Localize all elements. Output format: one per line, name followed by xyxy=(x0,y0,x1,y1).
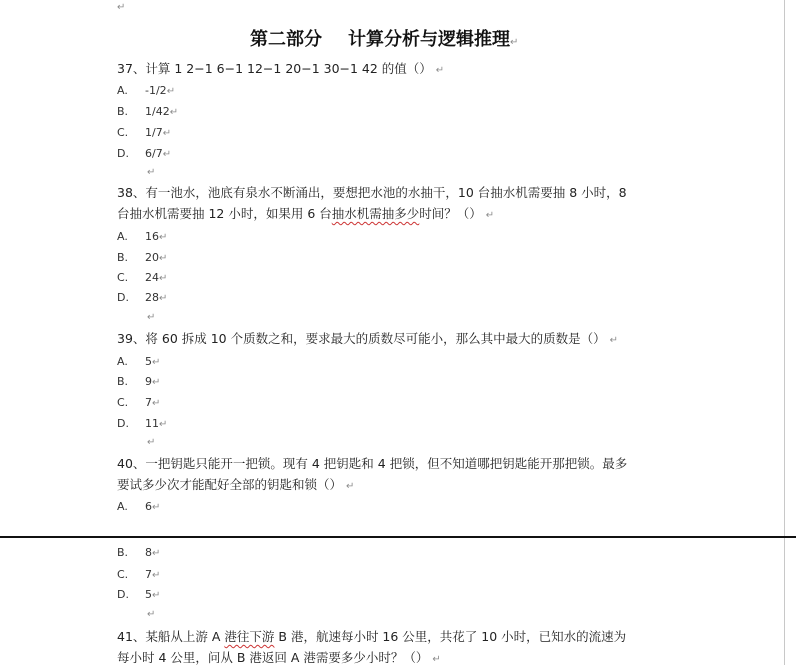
option-letter: A. xyxy=(117,500,128,513)
question-number: 41、 xyxy=(117,629,146,644)
question-38-line1 xyxy=(117,182,627,204)
option-d xyxy=(117,146,171,163)
option-text: -1/2 xyxy=(145,84,167,97)
option-letter: B. xyxy=(117,251,129,264)
question-text: 时间？（） xyxy=(419,206,482,221)
option-text: 1/7 xyxy=(145,126,163,139)
option-letter: D. xyxy=(117,291,129,304)
option-d xyxy=(117,416,167,433)
paragraph-mark: ↵ xyxy=(166,86,176,97)
paragraph-mark: ↵ xyxy=(159,273,168,284)
option-c xyxy=(117,567,160,584)
question-37 xyxy=(117,58,444,82)
option-c xyxy=(117,395,160,412)
paragraph-mark: ↵ xyxy=(159,253,168,264)
option-letter: C. xyxy=(117,568,129,581)
option-text: 7 xyxy=(145,396,152,409)
option-b xyxy=(117,104,178,121)
paragraph-mark: ↵ xyxy=(432,654,441,665)
paragraph-mark: ↵ xyxy=(510,37,519,48)
option-letter: C. xyxy=(117,271,129,284)
paragraph-mark: ↵ xyxy=(162,149,172,160)
paragraph-mark: ↵ xyxy=(152,502,161,513)
option-letter: D. xyxy=(117,588,129,601)
spellcheck-underlined-text: 港往下游 xyxy=(224,629,275,644)
option-a xyxy=(117,354,160,371)
paragraph-mark: ↵ xyxy=(152,357,161,368)
paragraph-mark: ↵ xyxy=(152,398,161,409)
question-41-line2 xyxy=(117,647,441,665)
question-number: 37、 xyxy=(117,61,146,76)
option-letter: A. xyxy=(117,230,128,243)
page-break-line xyxy=(0,536,796,538)
option-letter: B. xyxy=(117,546,129,559)
option-text: 9 xyxy=(145,375,152,388)
option-b xyxy=(117,374,160,391)
paragraph-mark: ↵ xyxy=(609,335,618,346)
question-41-line1 xyxy=(117,626,626,648)
question-number: 39、 xyxy=(117,331,146,346)
paragraph-mark: ↵ xyxy=(159,232,168,243)
question-40-line1 xyxy=(117,453,627,475)
option-c xyxy=(117,125,171,142)
paragraph-mark: ↵ xyxy=(152,590,161,601)
option-text: 6 xyxy=(145,500,152,513)
option-letter: D. xyxy=(117,417,129,430)
option-text: 1/42 xyxy=(145,105,170,118)
paragraph-mark: ↵ xyxy=(147,437,156,448)
question-38-line2 xyxy=(117,203,494,227)
paragraph-mark: ↵ xyxy=(435,65,445,76)
question-text: 计算 1 2−1 6−1 12−1 20−1 30−1 42 的值（） xyxy=(145,61,432,76)
option-letter: A. xyxy=(117,355,128,368)
option-text: 24 xyxy=(145,271,159,284)
question-40-line2 xyxy=(117,474,354,498)
paragraph-mark: ↵ xyxy=(162,128,172,139)
page-edge xyxy=(784,0,785,665)
paragraph-mark: ↵ xyxy=(169,107,179,118)
paragraph-mark: ↵ xyxy=(152,570,161,581)
option-d xyxy=(117,587,160,604)
option-text: 28 xyxy=(145,291,159,304)
question-text: B 港，航速每小时 16 公里，共花了 10 小时，已知水的流速为 xyxy=(274,629,627,644)
option-text: 6/7 xyxy=(145,147,163,160)
option-text: 5 xyxy=(145,355,152,368)
option-c xyxy=(117,270,167,287)
paragraph-mark: ↵ xyxy=(117,2,126,13)
option-a xyxy=(117,83,175,100)
section-part: 第二部分 xyxy=(250,29,322,50)
option-letter: C. xyxy=(117,126,129,139)
spellcheck-underlined-text: 抽水机需抽多少 xyxy=(331,206,420,221)
question-text: 有一池水，池底有泉水不断涌出，要想把水池的水抽干，10 台抽水机需要抽 8 小时，8 xyxy=(145,185,627,200)
paragraph-mark: ↵ xyxy=(152,377,161,388)
option-b xyxy=(117,250,167,267)
paragraph-mark: ↵ xyxy=(159,293,168,304)
option-letter: B. xyxy=(117,105,129,118)
paragraph-mark: ↵ xyxy=(152,548,161,559)
option-a xyxy=(117,499,160,516)
option-text: 7 xyxy=(145,568,152,581)
question-number: 40、 xyxy=(117,456,146,471)
option-letter: D. xyxy=(117,147,129,160)
option-text: 5 xyxy=(145,588,152,601)
option-text: 16 xyxy=(145,230,159,243)
question-39 xyxy=(117,328,618,352)
option-text: 11 xyxy=(145,417,159,430)
paragraph-mark: ↵ xyxy=(159,419,168,430)
paragraph-mark: ↵ xyxy=(485,210,495,221)
question-number: 38、 xyxy=(117,185,146,200)
option-text: 8 xyxy=(145,546,152,559)
option-letter: B. xyxy=(117,375,129,388)
question-text: 将 60 拆成 10 个质数之和，要求最大的质数尽可能小，那么其中最大的质数是（） xyxy=(145,331,606,346)
option-letter: C. xyxy=(117,396,129,409)
option-text: 20 xyxy=(145,251,159,264)
option-a xyxy=(117,229,167,246)
section-name: 计算分析与逻辑推理 xyxy=(348,29,510,50)
option-d xyxy=(117,290,167,307)
question-text: 每小时 4 公里，问从 B 港返回 A 港需要多少小时？（） xyxy=(117,650,429,665)
section-title xyxy=(250,28,518,55)
option-b xyxy=(117,545,160,562)
question-text: 一把钥匙只能开一把锁。现有 4 把钥匙和 4 把锁，但不知道哪把钥匙能开那把锁。最多 xyxy=(145,456,628,471)
paragraph-mark: ↵ xyxy=(147,167,156,178)
question-text: 要试多少次才能配好全部的钥匙和锁（） xyxy=(117,477,343,492)
option-letter: A. xyxy=(117,84,128,97)
paragraph-mark: ↵ xyxy=(147,609,156,620)
paragraph-mark: ↵ xyxy=(346,481,355,492)
paragraph-mark: ↵ xyxy=(147,312,156,323)
question-text: 某船从上游 A xyxy=(145,629,225,644)
question-text: 台抽水机需要抽 12 小时，如果用 6 台 xyxy=(117,206,332,221)
